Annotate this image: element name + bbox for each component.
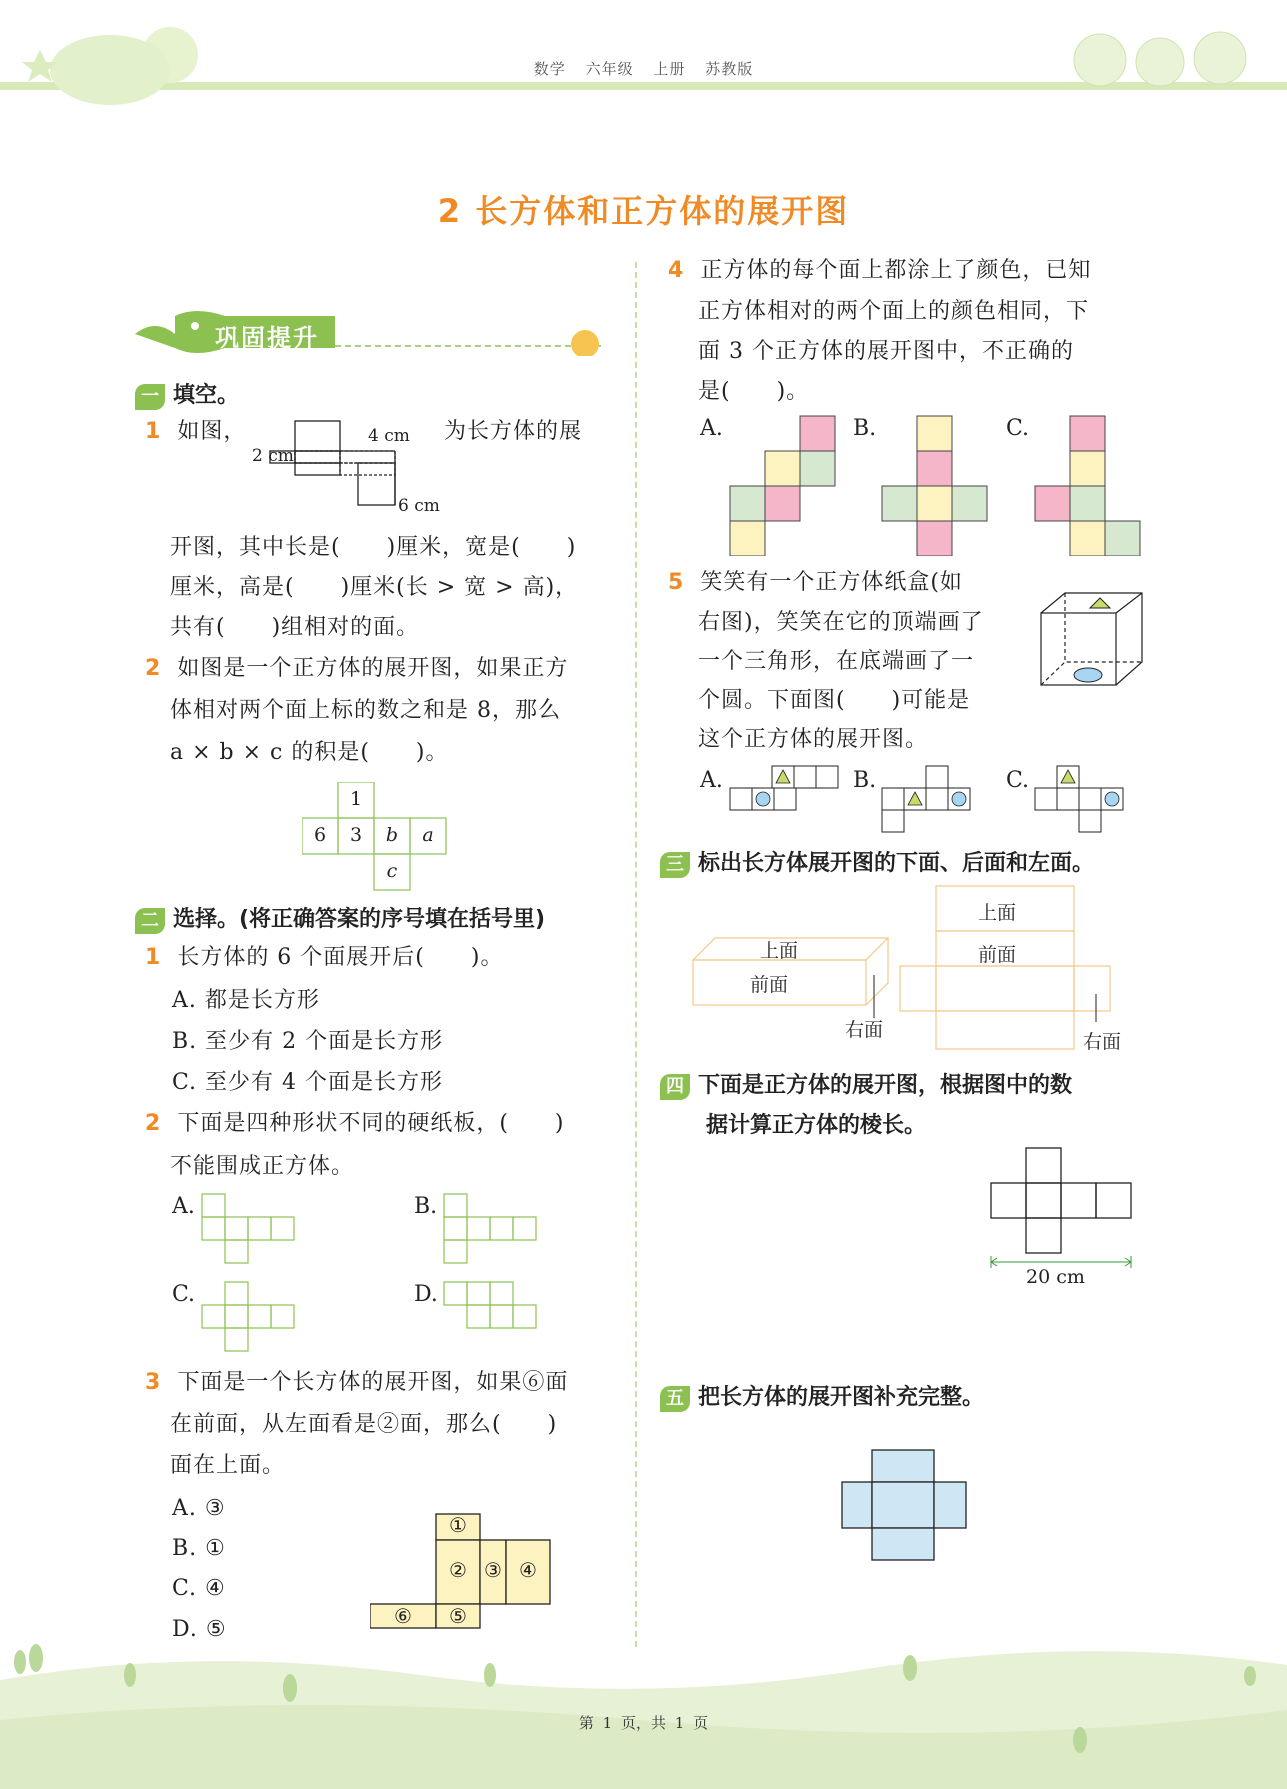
section-1-heading: 一 填空。 [135, 378, 239, 410]
q1-2-cell-bottom: c [386, 860, 398, 882]
section-4-net-figure [988, 1146, 1134, 1276]
q2-2-label-a: A. [172, 1194, 195, 1219]
q2-3-option-c: C. ④ [172, 1576, 226, 1601]
q5-net-b [880, 764, 980, 834]
q1-1-dim-b: 2 cm [252, 446, 294, 466]
q1-2-cell-3: b [385, 824, 399, 846]
section-5-badge: 五 [660, 1386, 690, 1412]
page-title: 2 长方体和正方体的展开图 [437, 192, 850, 230]
section-2-badge: 二 [135, 908, 165, 934]
q1-2-cell-2: 3 [349, 824, 363, 846]
q1-2-line-2: 体相对两个面上标的数之和是 8，那么 [170, 698, 561, 723]
q1-1-line-3: 共有( )组相对的面。 [170, 615, 420, 640]
section-3-box-right: 右面 [845, 1019, 884, 1041]
q2-2-shape-d [442, 1280, 542, 1355]
q1-1-dim-a: 4 cm [368, 426, 410, 446]
q2-2-line-1: 2 下面是四种形状不同的硬纸板，( ) [145, 1111, 565, 1136]
section-3-box-top: 上面 [760, 940, 799, 962]
q2-3-option-b: B. ① [172, 1536, 226, 1561]
section-1-badge: 一 [135, 384, 165, 410]
q2-3-face-1: ① [449, 1513, 467, 1537]
q1-1: 1 如图， [145, 419, 247, 444]
q2-2-label-d: D. [414, 1282, 438, 1307]
q2-1-option-a: A. 都是长方形 [172, 988, 320, 1013]
section-3-net-right: 右面 [1083, 1031, 1122, 1053]
q5-line-1: 5 笑笑有一个正方体纸盒(如 [668, 570, 963, 595]
q4-net-b [880, 414, 990, 556]
q2-3-line-3: 面在上面。 [170, 1453, 286, 1478]
q5-label-b: B. [853, 768, 877, 793]
q5-net-c [1033, 764, 1133, 834]
q1-2-line-1: 2 如图是一个正方体的展开图，如果正方 [145, 656, 569, 681]
q5-net-a [728, 764, 843, 812]
q1-2-cell-1: 6 [313, 824, 327, 846]
q2-2-shape-b [442, 1192, 542, 1267]
q4-label-b: B. [853, 416, 877, 441]
section-4-line-2: 据计算正方体的棱长。 [706, 1113, 927, 1138]
section-4-badge: 四 [660, 1074, 690, 1100]
q2-1-stem: 1 长方体的 6 个面展开后( )。 [145, 945, 504, 970]
page-footer: 第 1 页，共 1 页 [578, 1714, 709, 1732]
q2-3-face-3: ③ [484, 1558, 502, 1582]
section-3-net-front: 前面 [978, 944, 1017, 966]
section-3-box-front: 前面 [750, 974, 789, 996]
q4-line-1: 4 正方体的每个面上都涂上了颜色，已知 [668, 258, 1092, 283]
q2-3-line-2: 在前面，从左面看是②面，那么( ) [170, 1412, 558, 1437]
q1-1-dim-c: 6 cm [398, 496, 440, 516]
section-3-badge: 三 [660, 852, 690, 878]
section-2-heading: 二 选择。(将正确答案的序号填在括号里) [135, 902, 545, 934]
q2-3-face-6: ⑥ [394, 1604, 412, 1628]
column-divider [635, 262, 637, 1647]
q2-2-shape-a [200, 1192, 300, 1267]
q2-1-option-b: B. 至少有 2 个面是长方形 [172, 1029, 444, 1054]
q2-3-face-5: ⑤ [449, 1604, 467, 1628]
section-5-heading: 五 把长方体的展开图补充完整。 [660, 1380, 984, 1412]
q5-cube-figure [1038, 590, 1146, 688]
q4-line-3: 面 3 个正方体的展开图中，不正确的 [698, 339, 1074, 364]
banner-label: 巩固提升 [215, 324, 319, 352]
q1-2-line-3: a × b × c 的积是( )。 [170, 740, 449, 765]
q1-1-line-1: 开图，其中长是( )厘米，宽是( ) [170, 535, 577, 560]
banner-graphic [135, 306, 615, 356]
section-3-heading: 三 标出长方体展开图的下面、后面和左面。 [660, 846, 1094, 878]
q5-line-4: 个圆。下面图( )可能是 [698, 688, 971, 713]
q2-2-label-b: B. [414, 1194, 438, 1219]
q5-line-3: 一个三角形，在底端画了一 [698, 649, 975, 674]
q4-label-c: C. [1006, 416, 1030, 441]
q1-1-trail: 为长方体的展 [444, 419, 583, 444]
q2-2-shape-c [200, 1280, 300, 1355]
q2-2-line-2: 不能围成正方体。 [170, 1154, 355, 1179]
q2-2-label-c: C. [172, 1282, 196, 1307]
q5-line-2: 右图)，笑笑在它的顶端画了 [698, 610, 984, 635]
q2-3-option-a: A. ③ [172, 1496, 226, 1521]
q2-1-option-c: C. 至少有 4 个面是长方形 [172, 1070, 444, 1095]
animal-faces-decoration [1060, 20, 1260, 90]
q1-1-line-2: 厘米，高是( )厘米(长 > 宽 > 高)， [170, 575, 579, 600]
q4-line-2: 正方体相对的两个面上的颜色相同，下 [698, 299, 1090, 324]
q5-label-c: C. [1006, 768, 1030, 793]
q4-label-a: A. [700, 416, 723, 441]
q2-3-line-1: 3 下面是一个长方体的展开图，如果⑥面 [145, 1370, 569, 1395]
q1-2-cell-top: 1 [349, 788, 363, 810]
header-text: 数学 六年级 上册 苏教版 [533, 60, 754, 78]
q4-net-a [728, 414, 838, 556]
q2-3-face-2: ② [449, 1558, 467, 1582]
section-5-net-figure [840, 1448, 970, 1562]
q1-2-cell-4: a [422, 824, 434, 846]
q2-3-face-4: ④ [519, 1558, 537, 1582]
q4-net-c [1033, 414, 1143, 556]
q4-line-4: 是( )。 [698, 379, 810, 404]
q5-label-a: A. [700, 768, 723, 793]
section-4-measure: 20 cm [1026, 1266, 1085, 1288]
q2-3-option-d: D. ⑤ [172, 1617, 227, 1642]
q5-line-5: 这个正方体的展开图。 [698, 727, 929, 752]
section-4-heading: 四 下面是正方体的展开图，根据图中的数 [660, 1068, 1072, 1100]
section-3-net-top: 上面 [978, 902, 1017, 924]
